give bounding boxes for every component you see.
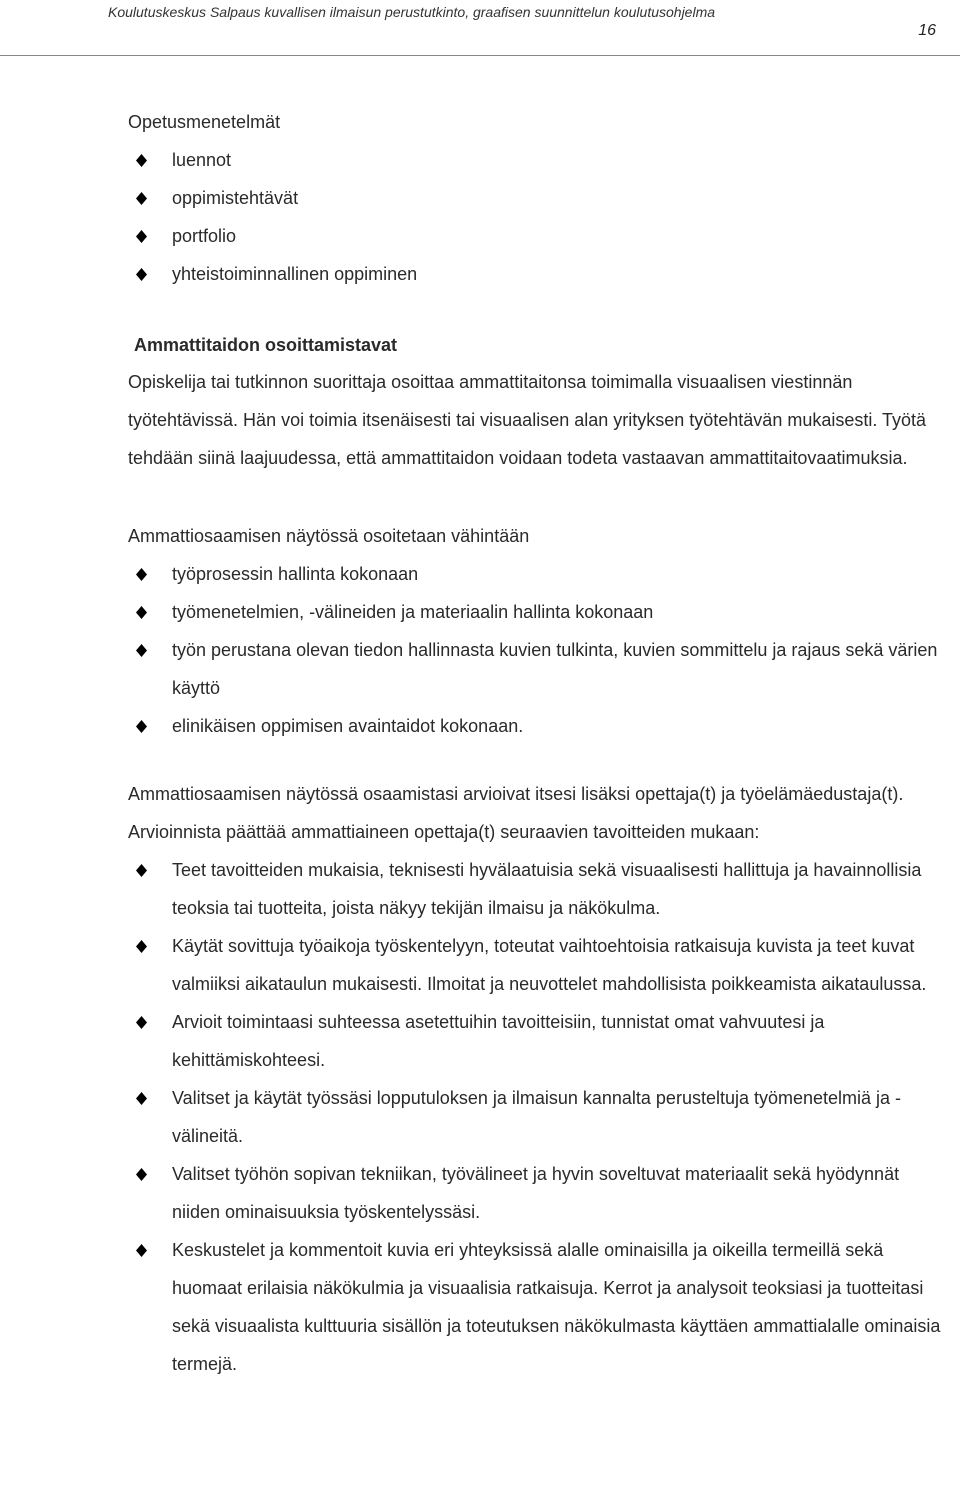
- list-item: [128, 1079, 948, 1155]
- list-item-text: portfolio: [172, 226, 237, 246]
- list-item: [128, 1155, 948, 1231]
- list-item: [128, 593, 948, 631]
- page-number: 16: [918, 22, 936, 39]
- assessment-list: [128, 851, 948, 1383]
- diamond-bullet-icon: [136, 644, 147, 655]
- list-item: [128, 707, 948, 745]
- diamond-bullet-icon: [136, 568, 147, 579]
- list-item: [128, 141, 948, 179]
- diamond-bullet-icon: [136, 154, 147, 165]
- header-rule: [0, 55, 960, 56]
- diamond-bullet-icon: [136, 1092, 147, 1103]
- diamond-bullet-icon: [136, 864, 147, 875]
- list-item-text: Valitset ja käytät työssäsi lopputuloksen ja ilmaisun kannalta perusteltuja työmenetelmiä ja -välineitä.: [172, 1088, 902, 1146]
- methods-list: [128, 141, 948, 293]
- diamond-bullet-icon: [136, 940, 147, 951]
- list-item: [128, 555, 948, 593]
- diamond-bullet-icon: [136, 1016, 147, 1027]
- skills-intro: Ammattiosaamisen näytössä osoitetaan vähintään: [128, 526, 530, 546]
- list-item-text: Valitset työhön sopivan tekniikan, työvälineet ja hyvin soveltuvat materiaalit sekä hyödynnät niiden ominaisuuksia työskentelyssäsi.: [172, 1164, 900, 1222]
- demonstration-heading: Ammattitaidon osoittamistavat: [134, 335, 398, 355]
- demonstration-paragraph: Opiskelija tai tutkinnon suorittaja osoittaa ammattitaitonsa toimimalla visuaalisen viestinnän työtehtävissä. Hän voi toimia itsenäisesti tai visuaalisen alan yrityksen työtehtävän mukaisesti. Työtä tehdään siinä laajuudessa, että ammattitaidon voidaan todeta vastaavan ammattitaitovaatimuksia.: [128, 372, 927, 468]
- list-item-text: Teet tavoitteiden mukaisia, teknisesti hyvälaatuisia sekä visuaalisesti hallittuja ja havainnollisia teoksia tai tuotteita, joista näkyy tekijän ilmaisu ja näkökulma.: [172, 860, 922, 918]
- diamond-bullet-icon: [136, 1244, 147, 1255]
- list-item-text: työn perustana olevan tiedon hallinnasta kuvien tulkinta, kuvien sommittelu ja rajaus sekä värien käyttö: [172, 640, 938, 698]
- list-item-text: työprosessin hallinta kokonaan: [172, 564, 419, 584]
- list-item-text: oppimistehtävät: [172, 188, 299, 208]
- list-item-text: Käytät sovittuja työaikoja työskentelyyn, toteutat vaihtoehtoisia ratkaisuja kuvista ja teet kuvat valmiiksi aikataulun mukaisesti. Ilmoitat ja neuvottelet mahdollisista poikkeamista aikataulussa.: [172, 936, 927, 994]
- diamond-bullet-icon: [136, 1168, 147, 1179]
- assessment-paragraph: Ammattiosaamisen näytössä osaamistasi arvioivat itsesi lisäksi opettaja(t) ja työelämäedustaja(t). Arvioinnista päättää ammattiaineen opettaja(t) seuraavien tavoitteiden mukaan:: [128, 784, 904, 842]
- list-item-text: luennot: [172, 150, 232, 170]
- diamond-bullet-icon: [136, 192, 147, 203]
- methods-title: Opetusmenetelmät: [128, 112, 281, 132]
- diamond-bullet-icon: [136, 720, 147, 731]
- list-item: [128, 631, 948, 707]
- page-content: [128, 103, 948, 1383]
- diamond-bullet-icon: [136, 230, 147, 241]
- list-item: [128, 851, 948, 927]
- skills-list: [128, 555, 948, 745]
- list-item: [128, 1003, 948, 1079]
- list-item: [128, 1231, 948, 1383]
- diamond-bullet-icon: [136, 268, 147, 279]
- list-item-text: työmenetelmien, -välineiden ja materiaalin hallinta kokonaan: [172, 602, 654, 622]
- diamond-bullet-icon: [136, 606, 147, 617]
- list-item-text: Keskustelet ja kommentoit kuvia eri yhteyksissä alalle ominaisilla ja oikeilla termeillä sekä huomaat erilaisia näkökulmia ja visuaalisia ratkaisuja. Kerrot ja analysoit teoksiasi ja tuotteitasi sekä visuaalista kulttuuria sisällön ja toteutuksen näkökulmasta käyttäen ammattialalle ominaisia termejä.: [172, 1240, 941, 1374]
- list-item: [128, 179, 948, 217]
- list-item: [128, 255, 948, 293]
- list-item-text: Arvioit toimintaasi suhteessa asetettuihin tavoitteisiin, tunnistat omat vahvuutesi ja kehittämiskohteesi.: [172, 1012, 825, 1070]
- list-item: [128, 927, 948, 1003]
- list-item-text: elinikäisen oppimisen avaintaidot kokonaan.: [172, 716, 524, 736]
- page-header: [0, 0, 960, 60]
- list-item: [128, 217, 948, 255]
- list-item-text: yhteistoiminnallinen oppiminen: [172, 264, 418, 284]
- header-title: Koulutuskeskus Salpaus kuvallisen ilmaisun perustutkinto, graafisen suunnittelun koulutusohjelma: [108, 4, 716, 20]
